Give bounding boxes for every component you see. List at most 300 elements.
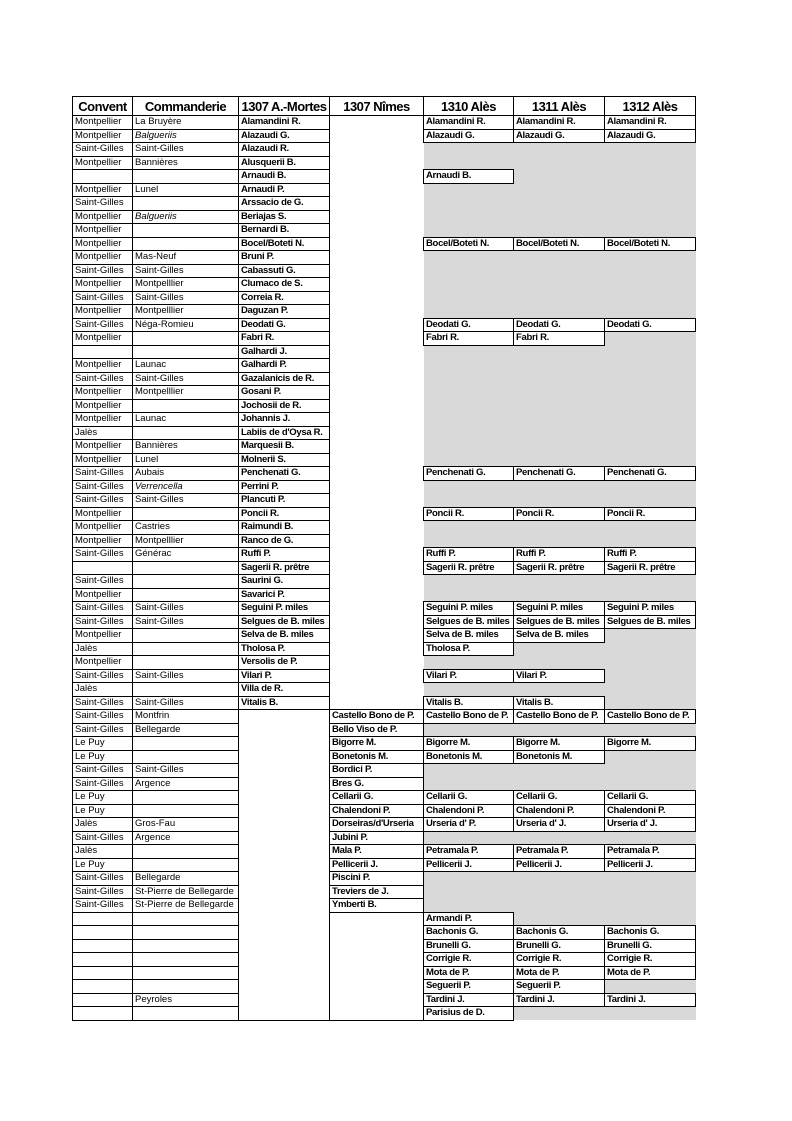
ales-1312-cell (605, 183, 696, 197)
ales-1310-cell: Pellicerii J. (424, 858, 514, 872)
ales-1312-cell: Sagerii R. prêtre (605, 561, 696, 575)
ales-1311-cell (514, 399, 605, 413)
ales-1312-cell (605, 372, 696, 386)
ales-1312-cell: Castello Bono de P. (605, 710, 696, 724)
nimes-1307-cell (330, 143, 424, 157)
ales-1311-cell (514, 764, 605, 778)
ales-1311-cell (514, 1007, 605, 1021)
convent-cell: Montpellier (73, 413, 133, 427)
ales-1311-cell: Vitalis B. (514, 696, 605, 710)
ales-1312-cell (605, 629, 696, 643)
nimes-1307-cell: Ymberti B. (330, 899, 424, 913)
table-row (73, 575, 696, 589)
header-1311-ales: 1311 Alès (514, 97, 605, 116)
convent-cell: Saint-Gilles (73, 764, 133, 778)
table-row (73, 183, 696, 197)
commanderie-cell: La Bruyère (133, 116, 239, 130)
table-row (73, 683, 696, 697)
ales-1311-cell (514, 386, 605, 400)
nimes-1307-cell (330, 116, 424, 130)
ales-1310-cell (424, 291, 514, 305)
table-row (73, 845, 696, 859)
commanderie-cell (133, 966, 239, 980)
ames-1307-cell: Daguzan P. (239, 305, 330, 319)
table-row (73, 372, 696, 386)
convent-cell: Jalès (73, 426, 133, 440)
ales-1311-cell: Vilari P. (514, 669, 605, 683)
ales-1311-cell (514, 575, 605, 589)
nimes-1307-cell (330, 656, 424, 670)
convent-cell: Montpellier (73, 656, 133, 670)
table-row (73, 386, 696, 400)
ales-1312-cell (605, 750, 696, 764)
ales-1312-cell (605, 764, 696, 778)
ales-1310-cell (424, 426, 514, 440)
nimes-1307-cell (330, 467, 424, 481)
ales-1312-cell (605, 197, 696, 211)
nimes-1307-cell (330, 993, 424, 1007)
table-row (73, 345, 696, 359)
commanderie-cell (133, 858, 239, 872)
nimes-1307-cell (330, 926, 424, 940)
table-row (73, 656, 696, 670)
ames-1307-cell: Gazalanicis de R. (239, 372, 330, 386)
nimes-1307-cell (330, 156, 424, 170)
nimes-1307-cell: Cellarii G. (330, 791, 424, 805)
table-row (73, 318, 696, 332)
convent-cell: Jalès (73, 818, 133, 832)
convent-cell: Montpellier (73, 129, 133, 143)
ales-1312-cell (605, 453, 696, 467)
convent-cell: Montpellier (73, 440, 133, 454)
ames-1307-cell: Selva de B. miles (239, 629, 330, 643)
ames-1307-cell: Molnerii S. (239, 453, 330, 467)
commanderie-cell: Montpelllier (133, 534, 239, 548)
commanderie-cell: Saint-Gilles (133, 602, 239, 616)
nimes-1307-cell: Dorseiras/d'Urseria (330, 818, 424, 832)
ales-1311-cell (514, 426, 605, 440)
commanderie-cell: Générac (133, 548, 239, 562)
nimes-1307-cell (330, 210, 424, 224)
nimes-1307-cell (330, 588, 424, 602)
ames-1307-cell: Fabri R. (239, 332, 330, 346)
convent-cell: Jalès (73, 683, 133, 697)
ales-1310-cell (424, 683, 514, 697)
nimes-1307-cell: Castello Bono de P. (330, 710, 424, 724)
table-row (73, 156, 696, 170)
convent-cell: Jalès (73, 642, 133, 656)
ales-1311-cell (514, 899, 605, 913)
ames-1307-cell: Seguini P. miles (239, 602, 330, 616)
convent-cell (73, 345, 133, 359)
ales-1310-cell (424, 588, 514, 602)
convent-cell: Saint-Gilles (73, 831, 133, 845)
nimes-1307-cell (330, 413, 424, 427)
commanderie-cell (133, 588, 239, 602)
nimes-1307-cell: Mala P. (330, 845, 424, 859)
ales-1311-cell: Sagerii R. prêtre (514, 561, 605, 575)
convent-cell: Saint-Gilles (73, 777, 133, 791)
convent-cell (73, 966, 133, 980)
ales-1310-cell (424, 764, 514, 778)
table-row (73, 507, 696, 521)
table-row (73, 966, 696, 980)
convent-cell (73, 170, 133, 184)
commanderie-cell (133, 1007, 239, 1021)
ales-1310-cell: Vitalis B. (424, 696, 514, 710)
ales-1310-cell (424, 264, 514, 278)
table-row (73, 791, 696, 805)
commanderie-cell: Montpelllier (133, 386, 239, 400)
nimes-1307-cell (330, 251, 424, 265)
commanderie-cell (133, 750, 239, 764)
ales-1311-cell: Alazaudi G. (514, 129, 605, 143)
ames-1307-cell: Galhardi J. (239, 345, 330, 359)
ames-1307-cell: Penchenati G. (239, 467, 330, 481)
ames-1307-cell: Vitalis B. (239, 696, 330, 710)
nimes-1307-cell (330, 345, 424, 359)
ames-1307-cell: Arnaudi B. (239, 170, 330, 184)
commanderie-cell (133, 224, 239, 238)
ales-1310-cell (424, 156, 514, 170)
ales-1312-cell: Bigorre M. (605, 737, 696, 751)
convent-cell: Saint-Gilles (73, 143, 133, 157)
convent-cell: Montpellier (73, 399, 133, 413)
commanderie-cell (133, 926, 239, 940)
table-row (73, 224, 696, 238)
convent-cell: Montpellier (73, 237, 133, 251)
ales-1310-cell: Alazaudi G. (424, 129, 514, 143)
convent-cell (73, 912, 133, 926)
ales-1311-cell (514, 831, 605, 845)
commanderie-cell (133, 399, 239, 413)
convent-cell: Saint-Gilles (73, 291, 133, 305)
ales-1312-cell (605, 575, 696, 589)
commanderie-cell: Saint-Gilles (133, 494, 239, 508)
convent-cell: Montpellier (73, 156, 133, 170)
table-row (73, 642, 696, 656)
ales-1310-cell: Selva de B. miles (424, 629, 514, 643)
table-row (73, 696, 696, 710)
convent-cell: Le Puy (73, 858, 133, 872)
table-row (73, 993, 696, 1007)
convent-cell: Saint-Gilles (73, 197, 133, 211)
commanderie-cell: Saint-Gilles (133, 143, 239, 157)
nimes-1307-cell (330, 683, 424, 697)
convent-cell (73, 1007, 133, 1021)
ales-1310-cell: Ruffi P. (424, 548, 514, 562)
table-row (73, 440, 696, 454)
table-row (73, 926, 696, 940)
ames-1307-cell (239, 899, 330, 913)
ames-1307-cell: Ruffi P. (239, 548, 330, 562)
convent-cell (73, 926, 133, 940)
nimes-1307-cell (330, 386, 424, 400)
ames-1307-cell (239, 750, 330, 764)
ames-1307-cell (239, 1007, 330, 1021)
commanderie-cell: Balgueriis (133, 210, 239, 224)
ales-1311-cell: Corrigie R. (514, 953, 605, 967)
commanderie-cell: Bannières (133, 156, 239, 170)
convent-cell: Saint-Gilles (73, 575, 133, 589)
convent-cell: Montpellier (73, 332, 133, 346)
header-commanderie: Commanderie (133, 97, 239, 116)
ales-1310-cell: Deodati G. (424, 318, 514, 332)
table-row (73, 197, 696, 211)
commanderie-cell (133, 791, 239, 805)
ames-1307-cell: Tholosa P. (239, 642, 330, 656)
commanderie-cell: Saint-Gilles (133, 264, 239, 278)
ales-1311-cell (514, 345, 605, 359)
nimes-1307-cell (330, 980, 424, 994)
commanderie-cell: Néga-Romieu (133, 318, 239, 332)
nimes-1307-cell (330, 696, 424, 710)
ales-1310-cell (424, 197, 514, 211)
nimes-1307-cell (330, 642, 424, 656)
header-row (73, 97, 696, 116)
ales-1311-cell (514, 251, 605, 265)
ames-1307-cell: Johannis J. (239, 413, 330, 427)
convent-cell: Montpellier (73, 453, 133, 467)
convent-cell: Saint-Gilles (73, 264, 133, 278)
commanderie-cell: Bellegarde (133, 723, 239, 737)
ales-1310-cell: Tardini J. (424, 993, 514, 1007)
convent-cell (73, 953, 133, 967)
ales-1310-cell (424, 359, 514, 373)
ales-1311-cell: Selgues de B. miles (514, 615, 605, 629)
ales-1312-cell (605, 696, 696, 710)
nimes-1307-cell (330, 170, 424, 184)
nimes-1307-cell (330, 237, 424, 251)
ales-1312-cell (605, 642, 696, 656)
ales-1312-cell: Urseria d' J. (605, 818, 696, 832)
ales-1310-cell: Parisius de D. (424, 1007, 514, 1021)
ales-1312-cell (605, 723, 696, 737)
table-row (73, 885, 696, 899)
table-row (73, 737, 696, 751)
ales-1310-cell (424, 777, 514, 791)
ales-1311-cell (514, 183, 605, 197)
nimes-1307-cell (330, 1007, 424, 1021)
convent-cell: Montpellier (73, 386, 133, 400)
ales-1310-cell (424, 399, 514, 413)
ales-1311-cell (514, 642, 605, 656)
nimes-1307-cell (330, 264, 424, 278)
ales-1311-cell: Cellarii G. (514, 791, 605, 805)
header-1310-ales: 1310 Alès (424, 97, 514, 116)
ales-1310-cell: Urseria d' P. (424, 818, 514, 832)
ales-1311-cell (514, 413, 605, 427)
ales-1311-cell (514, 494, 605, 508)
ames-1307-cell: Perrini P. (239, 480, 330, 494)
ames-1307-cell: Arssacio de G. (239, 197, 330, 211)
ales-1311-cell: Chalendoni P. (514, 804, 605, 818)
ales-1312-cell (605, 224, 696, 238)
ales-1312-cell (605, 399, 696, 413)
convent-cell: Montpellier (73, 359, 133, 373)
convent-cell: Saint-Gilles (73, 899, 133, 913)
nimes-1307-cell: Treviers de J. (330, 885, 424, 899)
commanderie-cell (133, 629, 239, 643)
ales-1312-cell: Pellicerii J. (605, 858, 696, 872)
nimes-1307-cell (330, 953, 424, 967)
convent-cell: Saint-Gilles (73, 723, 133, 737)
nimes-1307-cell: Jubini P. (330, 831, 424, 845)
ales-1310-cell (424, 372, 514, 386)
ales-1312-cell: Chalendoni P. (605, 804, 696, 818)
convent-cell: Montpellier (73, 534, 133, 548)
ales-1310-cell: Armandi P. (424, 912, 514, 926)
ames-1307-cell: Marquesii B. (239, 440, 330, 454)
table-row (73, 210, 696, 224)
table-row (73, 899, 696, 913)
convent-cell (73, 939, 133, 953)
ames-1307-cell (239, 845, 330, 859)
nimes-1307-cell (330, 129, 424, 143)
ales-1312-cell (605, 426, 696, 440)
ales-1311-cell (514, 305, 605, 319)
ales-1311-cell: Ruffi P. (514, 548, 605, 562)
ales-1310-cell (424, 494, 514, 508)
ames-1307-cell: Alazaudi R. (239, 143, 330, 157)
ales-1311-cell: Alamandini R. (514, 116, 605, 130)
ales-1311-cell (514, 453, 605, 467)
commanderie-cell (133, 197, 239, 211)
nimes-1307-cell (330, 494, 424, 508)
ales-1310-cell (424, 345, 514, 359)
ames-1307-cell (239, 737, 330, 751)
ames-1307-cell: Cabassuti G. (239, 264, 330, 278)
ales-1311-cell: Penchenati G. (514, 467, 605, 481)
ales-1311-cell: Bachonis G. (514, 926, 605, 940)
ales-1311-cell (514, 143, 605, 157)
nimes-1307-cell (330, 359, 424, 373)
table-row (73, 278, 696, 292)
commanderie-cell: Montpelllier (133, 305, 239, 319)
ames-1307-cell (239, 885, 330, 899)
commanderie-cell (133, 939, 239, 953)
convent-cell (73, 561, 133, 575)
convent-cell: Montpellier (73, 183, 133, 197)
ames-1307-cell: Poncii R. (239, 507, 330, 521)
table-row (73, 953, 696, 967)
ales-1311-cell: Selva de B. miles (514, 629, 605, 643)
table-row (73, 521, 696, 535)
ales-1311-cell (514, 197, 605, 211)
ames-1307-cell: Correia R. (239, 291, 330, 305)
ames-1307-cell: Bocel/Boteti N. (239, 237, 330, 251)
ales-1310-cell (424, 453, 514, 467)
commanderie-cell: Launac (133, 359, 239, 373)
ames-1307-cell (239, 872, 330, 886)
ales-1310-cell (424, 872, 514, 886)
commanderie-cell (133, 332, 239, 346)
commanderie-cell: Gros-Fau (133, 818, 239, 832)
convent-cell: Saint-Gilles (73, 318, 133, 332)
table-row (73, 291, 696, 305)
commanderie-table (72, 96, 696, 1021)
ales-1311-cell (514, 210, 605, 224)
ales-1311-cell: Tardini J. (514, 993, 605, 1007)
ales-1311-cell: Urseria d' J. (514, 818, 605, 832)
nimes-1307-cell (330, 615, 424, 629)
commanderie-cell (133, 953, 239, 967)
header-1312-ales: 1312 Alès (605, 97, 696, 116)
ales-1311-cell (514, 723, 605, 737)
convent-cell: Saint-Gilles (73, 696, 133, 710)
commanderie-cell: Saint-Gilles (133, 764, 239, 778)
convent-cell: Saint-Gilles (73, 372, 133, 386)
table-row (73, 453, 696, 467)
table-row (73, 561, 696, 575)
nimes-1307-cell (330, 453, 424, 467)
nimes-1307-cell (330, 480, 424, 494)
convent-cell: Saint-Gilles (73, 480, 133, 494)
ales-1312-cell (605, 588, 696, 602)
ales-1312-cell (605, 831, 696, 845)
ales-1312-cell (605, 345, 696, 359)
nimes-1307-cell (330, 507, 424, 521)
ales-1310-cell: Arnaudi B. (424, 170, 514, 184)
ales-1311-cell (514, 683, 605, 697)
convent-cell: Montpellier (73, 210, 133, 224)
table-row (73, 912, 696, 926)
convent-cell: Montpellier (73, 305, 133, 319)
ales-1310-cell: Bachonis G. (424, 926, 514, 940)
commanderie-cell (133, 912, 239, 926)
ales-1312-cell (605, 912, 696, 926)
ales-1312-cell: Ruffi P. (605, 548, 696, 562)
ales-1312-cell (605, 777, 696, 791)
ales-1311-cell (514, 521, 605, 535)
ales-1312-cell (605, 332, 696, 346)
commanderie-cell: Lunel (133, 183, 239, 197)
convent-cell: Saint-Gilles (73, 602, 133, 616)
table-row (73, 251, 696, 265)
table-row (73, 494, 696, 508)
convent-cell: Montpellier (73, 251, 133, 265)
ales-1312-cell: Poncii R. (605, 507, 696, 521)
table-row (73, 939, 696, 953)
commanderie-cell: Montpelllier (133, 278, 239, 292)
ales-1311-cell (514, 278, 605, 292)
table-row (73, 804, 696, 818)
ames-1307-cell (239, 777, 330, 791)
ales-1312-cell (605, 1007, 696, 1021)
ames-1307-cell: Clumaco de S. (239, 278, 330, 292)
ales-1311-cell (514, 480, 605, 494)
nimes-1307-cell (330, 440, 424, 454)
ales-1311-cell (514, 372, 605, 386)
commanderie-cell: Saint-Gilles (133, 696, 239, 710)
header-1307-nimes: 1307 Nîmes (330, 97, 424, 116)
ales-1310-cell (424, 885, 514, 899)
ales-1310-cell (424, 521, 514, 535)
commanderie-cell (133, 804, 239, 818)
nimes-1307-cell (330, 224, 424, 238)
ales-1310-cell (424, 386, 514, 400)
convent-cell: Montpellier (73, 507, 133, 521)
commanderie-cell (133, 237, 239, 251)
table-row (73, 480, 696, 494)
ales-1311-cell: Bocel/Boteti N. (514, 237, 605, 251)
table-row (73, 1007, 696, 1021)
ames-1307-cell: Plancuti P. (239, 494, 330, 508)
ales-1311-cell: Mota de P. (514, 966, 605, 980)
commanderie-cell: Bannières (133, 440, 239, 454)
commanderie-cell: Montfrin (133, 710, 239, 724)
ales-1310-cell (424, 210, 514, 224)
